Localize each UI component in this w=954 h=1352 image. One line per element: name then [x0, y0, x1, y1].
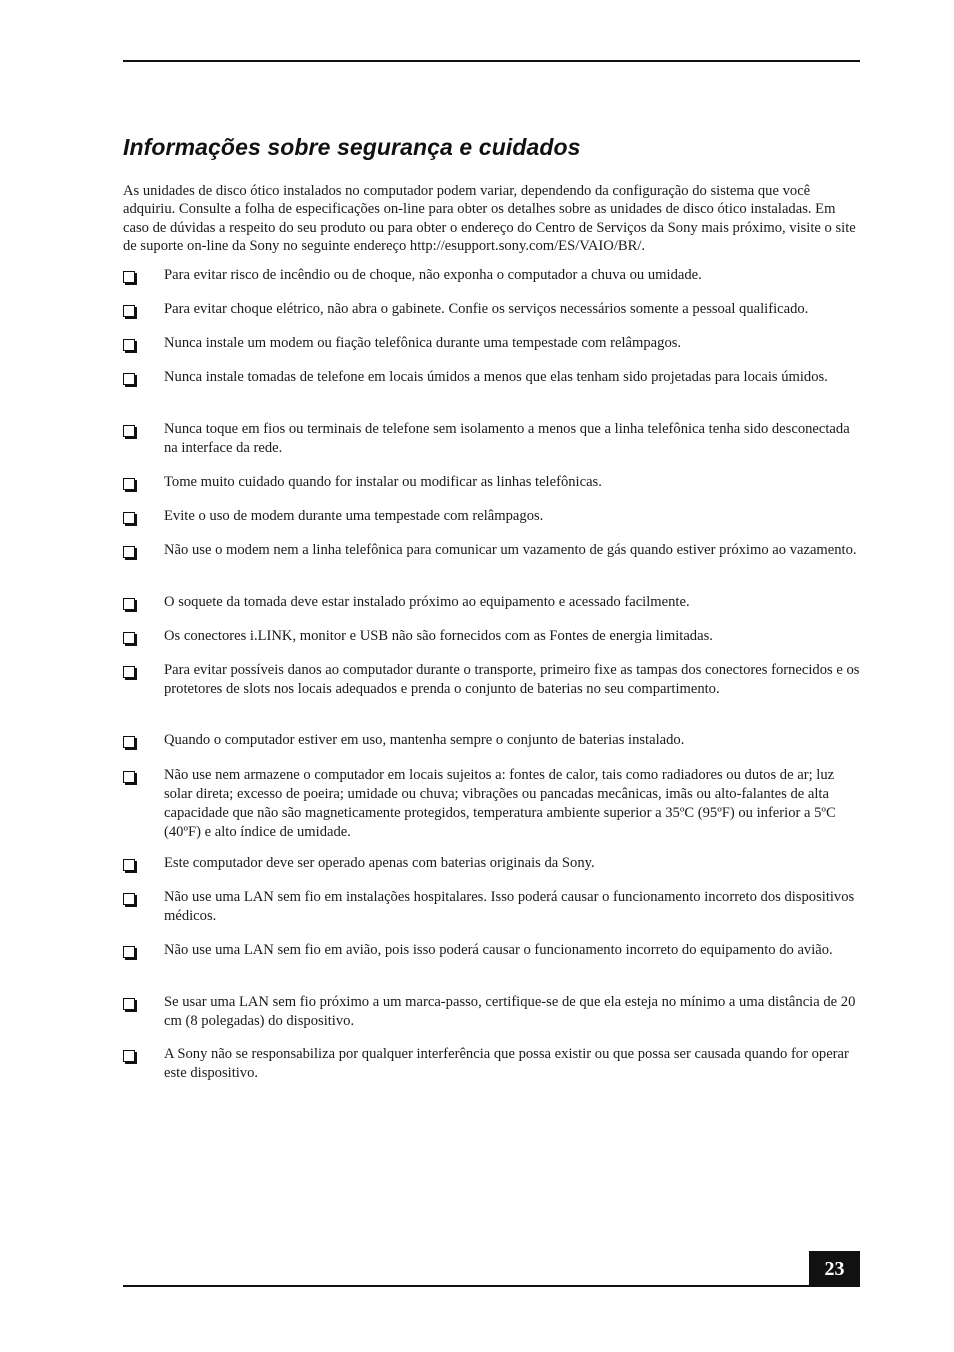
- bullet-text: Os conectores i.LINK, monitor e USB não são fornecidos com as Fontes de energia limitadas.: [164, 628, 713, 644]
- bullet-text: Não use uma LAN sem fio em instalações hospitalares. Isso poderá causar o funcionamento incorreto dos dispositivos médicos.: [164, 889, 855, 924]
- checkbox-icon: [123, 893, 135, 905]
- safety-bullet-list: [123, 0, 863, 1352]
- bullet-text: Não use nem armazene o computador em locais sujeitos a: fontes de calor, tais como radiadores ou dutos de ar; luz solar direta; excesso de poeira; umidade ou chuva; vibrações ou pancadas mecânicas, imãs ou alto-falantes de alta capacidade que não são magneticamente protegidos, temperatura ambiente superior a 35ºC (95ºF) ou inferior a 5ºC (40ºF) e alto índice de umidade.: [164, 767, 836, 840]
- checkbox-icon: [123, 666, 135, 678]
- checkbox-icon: [123, 998, 135, 1010]
- checkbox-icon: [123, 339, 135, 351]
- bullet-text: Evite o uso de modem durante uma tempestade com relâmpagos.: [164, 508, 544, 524]
- bullet-text: A Sony não se responsabiliza por qualquer interferência que possa existir ou que possa ser causada quando for operar este dispositivo.: [164, 1046, 849, 1081]
- checkbox-icon: [123, 305, 135, 317]
- bullet-text: Para evitar risco de incêndio ou de choque, não exponha o computador a chuva ou umidade.: [164, 267, 702, 283]
- page-number: 23: [809, 1251, 860, 1287]
- bullet-text: Para evitar choque elétrico, não abra o gabinete. Confie os serviços necessários somente a pessoal qualificado.: [164, 301, 809, 317]
- checkbox-icon: [123, 632, 135, 644]
- bullet-text: Quando o computador estiver em uso, mantenha sempre o conjunto de baterias instalado.: [164, 732, 685, 748]
- checkbox-icon: [123, 1050, 135, 1062]
- checkbox-icon: [123, 859, 135, 871]
- checkbox-icon: [123, 946, 135, 958]
- checkbox-icon: [123, 425, 135, 437]
- bullet-text: Não use uma LAN sem fio em avião, pois isso poderá causar o funcionamento incorreto do equipamento do avião.: [164, 942, 833, 958]
- bullet-text: Nunca toque em fios ou terminais de telefone sem isolamento a menos que a linha telefônica tenha sido desconectada na interface da rede.: [164, 421, 850, 456]
- bullet-text: Nunca instale um modem ou fiação telefônica durante uma tempestade com relâmpagos.: [164, 335, 682, 351]
- bullet-text: Não use o modem nem a linha telefônica para comunicar um vazamento de gás quando estiver próximo ao vazamento.: [164, 542, 857, 558]
- checkbox-icon: [123, 271, 135, 283]
- bullet-text: Para evitar possíveis danos ao computador durante o transporte, primeiro fixe as tampas dos conectores fornecidos e os protetores de slots nos locais adequados e prenda o conjunto de baterias no seu compartimento.: [164, 662, 860, 697]
- bullet-text: O soquete da tomada deve estar instalado próximo ao equipamento e acessado facilmente.: [164, 594, 690, 610]
- checkbox-icon: [123, 771, 135, 783]
- checkbox-icon: [123, 478, 135, 490]
- checkbox-icon: [123, 373, 135, 385]
- bullet-text: Se usar uma LAN sem fio próximo a um marca-passo, certifique-se de que ela esteja no mínimo a uma distância de 20 cm (8 polegadas) do dispositivo.: [164, 994, 856, 1029]
- checkbox-icon: [123, 546, 135, 558]
- bullet-text: Este computador deve ser operado apenas com baterias originais da Sony.: [164, 855, 595, 871]
- footer-rule: [123, 1285, 860, 1287]
- checkbox-icon: [123, 598, 135, 610]
- checkbox-icon: [123, 736, 135, 748]
- section-title: Informações sobre segurança e cuidados: [123, 134, 581, 160]
- bullet-text: Tome muito cuidado quando for instalar ou modificar as linhas telefônicas.: [164, 474, 602, 490]
- bullet-text: Nunca instale tomadas de telefone em locais úmidos a menos que elas tenham sido projetadas para locais úmidos.: [164, 369, 828, 385]
- checkbox-icon: [123, 512, 135, 524]
- intro-paragraph: As unidades de disco ótico instalados no computador podem variar, dependendo da configuração do sistema que você adquiriu. Consulte a folha de especificações on-line para obter os detalhes sobre as unidades de disco ótico instaladas. Em caso de dúvidas a respeito do seu produto ou para obter o endereço do Centro de Serviços da Sony mais próximo, visite o site de suporte on-line da Sony no seguinte endereço http://esupport.sony.com/ES/VAIO/BR/.: [123, 183, 856, 254]
